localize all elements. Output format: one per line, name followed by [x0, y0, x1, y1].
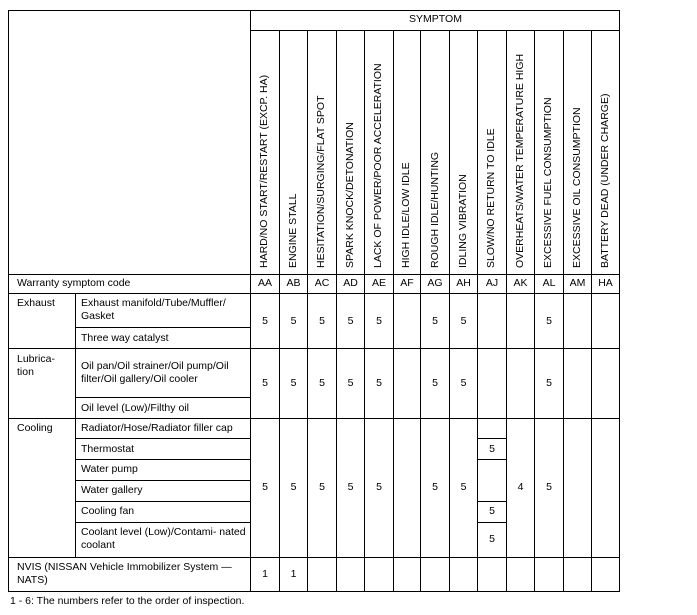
- symptom-label-ac: HESITATION/SURGING/FLAT SPOT: [315, 95, 327, 268]
- item-cooling-fan: Cooling fan: [81, 505, 135, 517]
- value-cell: 1: [290, 568, 297, 580]
- symptom-label-al: EXCESSIVE FUEL CONSUMPTION: [542, 97, 554, 268]
- item-oil-level: Oil level (Low)/Filthy oil: [81, 402, 189, 414]
- value-cell: 5: [319, 481, 325, 493]
- symptom-header: SYMPTOM: [409, 13, 462, 25]
- value-cell: 5: [319, 377, 325, 389]
- symptom-label-af: HIGH IDLE/LOW IDLE: [400, 162, 412, 268]
- symptom-label-aa: HARD/NO START/RESTART (EXCP. HA): [258, 74, 270, 268]
- value-cell: 5: [347, 377, 354, 389]
- value-cell: 5: [347, 315, 354, 327]
- value-cell: 5: [262, 481, 268, 493]
- group-label-cooling: Cooling: [17, 422, 53, 434]
- item-water-gallery: Water gallery: [81, 484, 143, 496]
- warranty-code-label: Warranty symptom code: [17, 277, 131, 289]
- code-cell: AH: [456, 277, 471, 289]
- value-cell: 5: [347, 481, 354, 493]
- value-cell: 5: [546, 377, 552, 389]
- value-cell: 4: [517, 481, 524, 493]
- value-cell: 5: [432, 315, 438, 327]
- code-cell: AL: [542, 277, 556, 289]
- item-three-way-catalyst: Three way catalyst: [81, 332, 169, 344]
- value-cell: 5: [262, 315, 268, 327]
- item-oil-pan: Oil pan/Oil strainer/Oil pump/Oil filter/Oil gallery/Oil cooler: [81, 360, 229, 385]
- value-cell: 5: [460, 377, 467, 389]
- value-cell: 5: [290, 481, 297, 493]
- value-cell: 5: [290, 377, 297, 389]
- symptom-label-ab: ENGINE STALL: [287, 193, 299, 268]
- symptom-label-ae: LACK OF POWER/POOR ACCELERATION: [372, 63, 384, 268]
- value-cell: 5: [432, 481, 438, 493]
- code-cell: AG: [427, 277, 443, 289]
- footnote: 1 - 6: The numbers refer to the order of inspection.: [10, 595, 245, 607]
- code-cell: AE: [371, 277, 386, 289]
- code-cell: AB: [286, 277, 301, 289]
- group-label-lubrication: Lubrica- tion: [17, 353, 55, 378]
- value-cell: 5: [546, 481, 552, 493]
- code-cell: AF: [400, 277, 414, 289]
- value-cell: 5: [460, 481, 467, 493]
- value-cell: 5: [432, 377, 438, 389]
- code-cell: AK: [513, 277, 528, 289]
- value-cell-coolant-aj: 5: [489, 533, 495, 545]
- code-cell: AD: [343, 277, 358, 289]
- item-radiator: Radiator/Hose/Radiator filler cap: [81, 422, 233, 434]
- code-cell: AJ: [485, 277, 499, 289]
- symptom-label-ha: BATTERY DEAD (UNDER CHARGE): [599, 93, 611, 268]
- item-water-pump: Water pump: [81, 463, 138, 475]
- value-cell: 5: [290, 315, 297, 327]
- code-cell: AC: [314, 277, 330, 289]
- value-cell: 5: [376, 481, 382, 493]
- value-cell-thermostat-aj: 5: [489, 443, 495, 455]
- item-coolant-level: Coolant level (Low)/Contami- nated coolant: [81, 526, 246, 551]
- value-cell: 5: [546, 315, 552, 327]
- code-cell: HA: [598, 277, 613, 289]
- value-cell: 5: [460, 315, 467, 327]
- value-cell: 5: [376, 377, 382, 389]
- group-label-nvis: NVIS (NISSAN Vehicle Immobilizer System — NATS): [17, 561, 232, 586]
- symptom-label-ak: OVERHEATS/WATER TEMPERATURE HIGH: [514, 53, 526, 268]
- value-cell-cooling-fan-aj: 5: [489, 505, 495, 517]
- value-cell: 5: [262, 377, 268, 389]
- item-thermostat: Thermostat: [81, 443, 135, 455]
- item-exhaust-manifold: Exhaust manifold/Tube/Muffler/ Gasket: [81, 297, 226, 322]
- value-cell: 5: [376, 315, 382, 327]
- code-cell: AM: [569, 277, 586, 289]
- group-label-exhaust: Exhaust: [17, 297, 55, 309]
- symptom-label-ag: ROUGH IDLE/HUNTING: [429, 151, 441, 268]
- symptom-label-ah: IDLING VIBRATION: [457, 174, 469, 268]
- symptom-label-ad: SPARK KNOCK/DETONATION: [344, 122, 356, 268]
- code-cell: AA: [257, 277, 272, 289]
- symptom-label-aj: SLOW/NO RETURN TO IDLE: [485, 128, 497, 268]
- symptom-label-am: EXCESSIVE OIL CONSUMPTION: [571, 107, 583, 268]
- value-cell: 1: [262, 568, 268, 580]
- value-cell: 5: [319, 315, 325, 327]
